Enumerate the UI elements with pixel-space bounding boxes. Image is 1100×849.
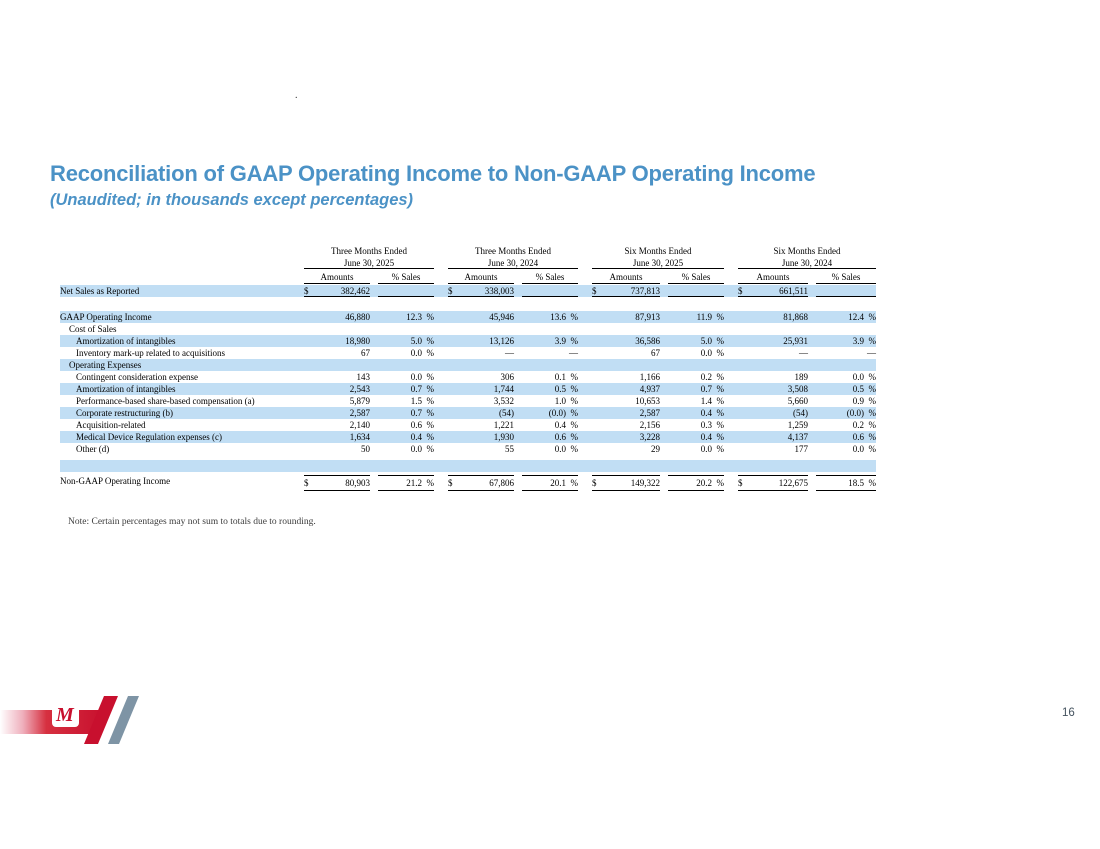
table-row [60,419,876,431]
amount-value: 67 [361,348,370,358]
pct-sales-value: 21.2 % [378,475,434,491]
pct-sales-header: % Sales [668,271,724,284]
amount-value: 80,903 [345,478,370,488]
amount-value: 1,259 [787,420,808,430]
amount-value: 36,586 [635,336,660,346]
amount-value: 189 [794,372,808,382]
amounts-header: Amounts [448,271,514,284]
amounts-header: Amounts [738,271,808,284]
table-row [60,347,876,359]
amount-cell [738,475,808,491]
row-label: Amortization of intangibles [76,384,176,394]
amount-cell [592,419,660,431]
table-row [60,335,876,347]
amount-value: 1,166 [639,372,660,382]
company-logo [0,690,145,753]
pct-sales-value: 12.3 % [406,312,434,322]
amount-value: 1,634 [349,432,370,442]
pct-sales-value: 0.7 % [700,384,724,394]
amount-cell [738,419,808,431]
amount-value: 3,508 [787,384,808,394]
amount-cell [738,383,808,395]
amount-value: 1,930 [493,432,514,442]
row-label [60,460,304,472]
amount-cell [304,335,370,347]
amount-value: 1,221 [493,420,514,430]
amount-value: 2,156 [639,420,660,430]
amount-value: 2,543 [349,384,370,394]
pct-sales-value: 0.0 % [852,444,876,454]
amount-cell [448,285,514,297]
pct-sales-value: — [867,348,876,358]
company-logo-graphic [0,690,145,748]
table-row [60,475,876,492]
sub-header-row [592,271,724,284]
pct-sales-value: 13.6 % [550,312,578,322]
amount-cell [448,311,514,323]
sub-header-row [738,271,876,284]
pct-sales-value: 0.4 % [700,432,724,442]
amount-cell [592,443,660,455]
amount-cell [738,431,808,443]
amounts-header: Amounts [304,271,370,284]
row-label: Inventory mark-up related to acquisitions [76,348,225,358]
rounding-note: Note: Certain percentages may not sum to totals due to rounding. [68,517,316,527]
table-row [60,407,876,419]
pct-sales-value: 0.2 % [852,420,876,430]
amount-cell [592,371,660,383]
row-label: Amortization of intangibles [76,336,176,346]
amount-value: 149,322 [630,478,660,488]
dollar-sign: $ [304,478,309,488]
amount-cell [448,475,514,491]
pct-sales-value: 0.9 % [852,396,876,406]
page-number: 16 [1062,707,1075,719]
amount-cell [738,371,808,383]
amount-cell [304,419,370,431]
amount-value: 45,946 [489,312,514,322]
reconciliation-table [60,246,876,492]
table-body [60,285,876,492]
column-date-label: June 30, 2025 [304,257,434,269]
table-row [60,371,876,383]
amount-value: 55 [505,444,514,454]
amount-value: 5,660 [787,396,808,406]
amount-value: 306 [500,372,514,382]
amount-value: 4,137 [787,432,808,442]
pct-sales-value: 0.0 % [410,444,434,454]
column-period-label: Six Months Ended [624,246,692,256]
dollar-sign: $ [448,286,453,296]
pct-sales-value: 1.0 % [554,396,578,406]
pct-sales-value: 0.0 % [554,444,578,454]
pct-sales-value: 0.5 % [852,384,876,394]
pct-sales-value: 20.2 % [668,475,724,491]
label-column-spacer [60,246,304,284]
pct-sales-value: (0.0) % [548,408,578,418]
pct-sales-value [378,285,434,297]
amount-cell [592,383,660,395]
amount-cell [304,443,370,455]
pct-sales-value: 0.0 % [852,372,876,382]
amount-cell [592,335,660,347]
pct-sales-value: 0.5 % [554,384,578,394]
pct-sales-value: 0.0 % [700,444,724,454]
amount-cell [592,475,660,491]
amount-value: 2,587 [349,408,370,418]
table-row [60,285,876,297]
dollar-sign: $ [304,286,309,296]
pct-sales-value: 1.4 % [700,396,724,406]
amount-value: 5,879 [349,396,370,406]
pct-sales-value: 5.0 % [410,336,434,346]
table-row [60,460,876,472]
amount-cell [738,347,808,359]
table-row [60,311,876,323]
table-row [60,395,876,407]
column-group-header [448,246,578,284]
column-group-headers [304,246,876,284]
dollar-sign: $ [738,478,743,488]
amount-cell [304,311,370,323]
pct-sales-value: 0.0 % [410,348,434,358]
amount-cell [304,371,370,383]
column-group-header [592,246,724,284]
amount-value: 3,532 [493,396,514,406]
pct-sales-header: % Sales [522,271,578,284]
pct-sales-value: — [569,348,578,358]
pct-sales-value: 0.4 % [410,432,434,442]
column-group-header [738,246,876,284]
amount-value: (54) [793,408,808,418]
amount-value: 50 [361,444,370,454]
amount-value: 13,126 [489,336,514,346]
stray-dot: . [295,90,298,101]
amount-cell [592,347,660,359]
amount-value: 122,675 [778,478,808,488]
amount-cell [738,395,808,407]
column-date-label: June 30, 2024 [738,257,876,269]
pct-sales-value: 0.4 % [700,408,724,418]
pct-sales-header: % Sales [816,271,876,284]
row-label: Non-GAAP Operating Income [60,476,171,486]
pct-sales-value: 0.6 % [554,432,578,442]
amount-value: 67,806 [489,478,514,488]
amount-value: 3,228 [639,432,660,442]
row-label: Net Sales as Reported [60,286,140,296]
pct-sales-value: 3.9 % [554,336,578,346]
amount-cell [738,311,808,323]
row-label: Corporate restructuring (b) [76,408,173,418]
amount-cell [304,383,370,395]
amount-cell [304,407,370,419]
pct-sales-value: 18.5 % [816,475,876,491]
amount-value: 4,937 [639,384,660,394]
pct-sales-value: 3.9 % [852,336,876,346]
slide-title: Reconciliation of GAAP Operating Income to Non-GAAP Operating Income [50,161,816,186]
amount-value: 29 [651,444,660,454]
column-date-label: June 30, 2024 [448,257,578,269]
pct-sales-value [522,285,578,297]
table-row [60,323,876,335]
pct-sales-value: 11.9 % [696,312,724,322]
amount-value: 143 [356,372,370,382]
pct-sales-value: 0.4 % [554,420,578,430]
pct-sales-value: 0.0 % [410,372,434,382]
amount-cell [304,475,370,491]
amount-cell [592,395,660,407]
logo-monogram: M [56,704,74,726]
amount-cell [304,395,370,407]
amount-cell [592,285,660,297]
column-period-label: Three Months Ended [475,246,551,256]
pct-sales-value: 0.7 % [410,384,434,394]
amount-cell [304,285,370,297]
amount-value: — [799,348,808,358]
pct-sales-value [816,285,876,297]
amount-value: 25,931 [783,336,808,346]
row-label: Cost of Sales [69,324,117,334]
row-label: Performance-based share-based compensation (a) [76,396,255,406]
column-period-label: Six Months Ended [773,246,841,256]
column-date-label: June 30, 2025 [592,257,724,269]
row-label: Acquisition-related [76,420,146,430]
slide-subtitle: (Unaudited; in thousands except percentages) [50,191,414,209]
dollar-sign: $ [592,478,597,488]
amount-value: 10,653 [635,396,660,406]
amount-value: 177 [794,444,808,454]
amount-cell [738,335,808,347]
amount-cell [448,395,514,407]
pct-sales-value: 0.3 % [700,420,724,430]
amount-cell [592,431,660,443]
row-label: Medical Device Regulation expenses (c) [76,432,222,442]
amount-cell [738,285,808,297]
amount-cell [738,443,808,455]
amount-value: 46,880 [345,312,370,322]
amount-value: 87,913 [635,312,660,322]
row-label: Other (d) [76,444,110,454]
table-row [60,431,876,443]
amount-cell [448,335,514,347]
dollar-sign: $ [592,286,597,296]
table-row [60,443,876,455]
amount-cell [448,419,514,431]
amount-cell [304,347,370,359]
spacer-row [60,297,876,311]
pct-sales-value: 12.4 % [848,312,876,322]
amount-value: 737,813 [630,286,660,296]
sub-header-row [304,271,434,284]
table-row [60,383,876,395]
column-period-label: Three Months Ended [331,246,407,256]
dollar-sign: $ [448,478,453,488]
table-row [60,359,876,371]
amount-value: 18,980 [345,336,370,346]
amount-cell [448,443,514,455]
pct-sales-value: 1.5 % [410,396,434,406]
amount-cell [448,347,514,359]
amount-value: 382,462 [340,286,370,296]
dollar-sign: $ [738,286,743,296]
amount-value: 81,868 [783,312,808,322]
pct-sales-value: 5.0 % [700,336,724,346]
amounts-header: Amounts [592,271,660,284]
amount-cell [448,371,514,383]
amount-value: (54) [499,408,514,418]
amount-cell [448,407,514,419]
row-label: Operating Expenses [69,360,142,370]
pct-sales-value: 0.7 % [410,408,434,418]
column-group-header [304,246,434,284]
amount-value: 661,511 [779,286,808,296]
pct-sales-value: 20.1 % [522,475,578,491]
amount-cell [592,407,660,419]
amount-value: 1,744 [493,384,514,394]
amount-value: 2,587 [639,408,660,418]
amount-cell [738,407,808,419]
amount-value: 67 [651,348,660,358]
pct-sales-value: 0.1 % [554,372,578,382]
row-label: GAAP Operating Income [60,312,152,322]
pct-sales-value: 0.6 % [852,432,876,442]
pct-sales-value [668,285,724,297]
pct-sales-value: 0.2 % [700,372,724,382]
pct-sales-header: % Sales [378,271,434,284]
pct-sales-value: 0.6 % [410,420,434,430]
row-label: Contingent consideration expense [76,372,198,382]
pct-sales-value: (0.0) % [846,408,876,418]
table-header [60,246,876,284]
pct-sales-value: 0.0 % [700,348,724,358]
amount-cell [448,383,514,395]
amount-cell [448,431,514,443]
amount-cell [304,431,370,443]
amount-cell [592,311,660,323]
sub-header-row [448,271,578,284]
amount-value: 2,140 [349,420,370,430]
logo-bar [0,710,103,734]
amount-value: — [505,348,514,358]
amount-value: 338,003 [484,286,514,296]
